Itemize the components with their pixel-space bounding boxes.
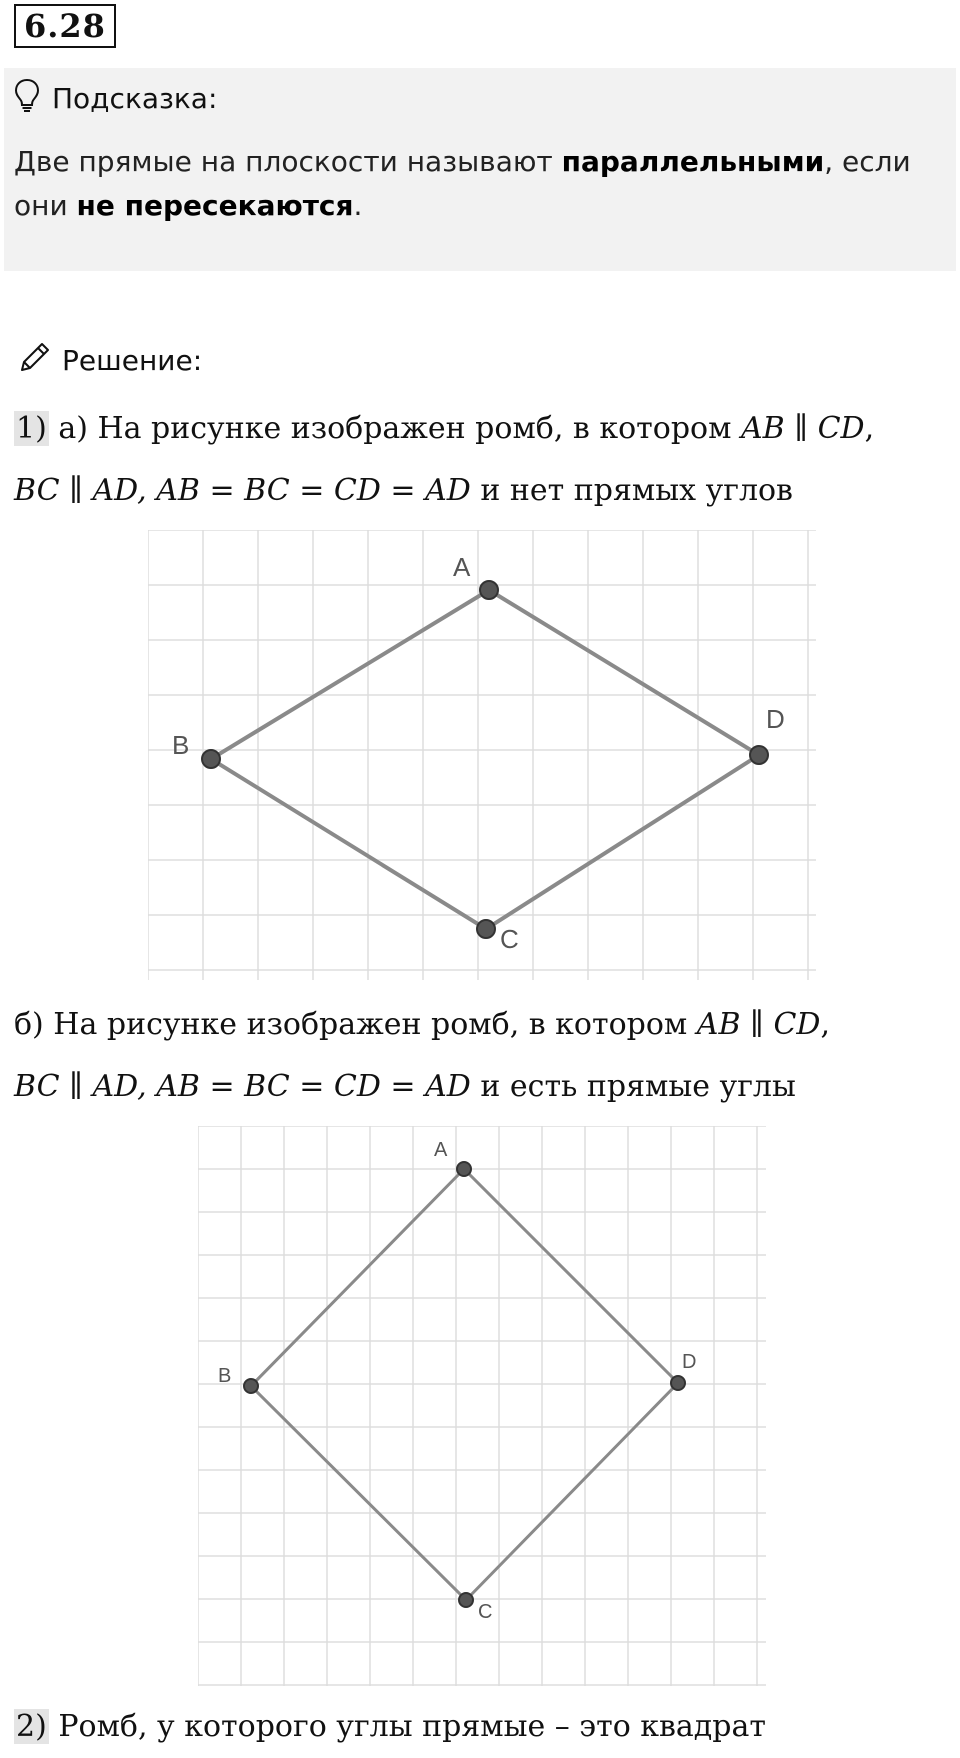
pencil-icon bbox=[18, 340, 62, 381]
hint-title-text: Подсказка: bbox=[52, 81, 218, 115]
label-b: B bbox=[172, 730, 190, 760]
label-c: C bbox=[478, 1601, 493, 1623]
label-a: A bbox=[434, 1139, 448, 1161]
hint-bold-not-intersect: не пересекаются bbox=[76, 189, 354, 222]
label-b: B bbox=[218, 1365, 232, 1387]
label-a: A bbox=[453, 552, 471, 582]
text: , bbox=[864, 411, 875, 446]
rhombus-edges bbox=[211, 590, 759, 929]
task-number: 6.28 bbox=[14, 4, 116, 48]
label-c: C bbox=[500, 924, 519, 954]
hint-bold-parallel: параллельными bbox=[561, 145, 825, 178]
solution-line-2 bbox=[14, 1696, 944, 1758]
solution-line-2a bbox=[14, 460, 944, 522]
solution-line-1a bbox=[14, 398, 944, 460]
solution-title bbox=[18, 340, 202, 380]
hint-text-part: , если они bbox=[14, 145, 911, 222]
hint-text-part: . bbox=[353, 189, 363, 222]
text: а) На рисунке изображен ромб, в котором bbox=[48, 411, 741, 446]
math: BC ∥ AD, AB = BC = CD = AD bbox=[14, 1069, 471, 1104]
hint-title bbox=[14, 78, 217, 118]
text: и есть прямые углы bbox=[470, 1069, 796, 1104]
part2-number: 2) bbox=[16, 1709, 47, 1744]
point-a bbox=[480, 581, 498, 599]
point-a bbox=[457, 1162, 471, 1176]
solution-line-2b bbox=[14, 1056, 944, 1118]
point-c bbox=[459, 1593, 473, 1607]
math: BC ∥ AD, AB = BC = CD = AD bbox=[14, 473, 471, 508]
text: и нет прямых углов bbox=[470, 473, 793, 508]
solution-title-text: Решение: bbox=[62, 343, 203, 377]
point-b bbox=[202, 750, 220, 768]
hint-text bbox=[14, 140, 934, 228]
hint-text-part: Две прямые на плоскости называют bbox=[14, 145, 562, 178]
solution-line-1b bbox=[14, 994, 944, 1056]
point-b bbox=[244, 1379, 258, 1393]
label-d: D bbox=[682, 1351, 697, 1373]
label-d: D bbox=[766, 704, 785, 734]
point-d bbox=[671, 1376, 685, 1390]
part1-number: 1) bbox=[16, 411, 47, 446]
text: , bbox=[820, 1007, 830, 1042]
point-d bbox=[750, 746, 768, 764]
rhombus-figure-1 bbox=[148, 530, 816, 980]
rhombus-figure-2 bbox=[198, 1126, 766, 1686]
text: б) На рисунке изображен ромб, в котором bbox=[14, 1007, 697, 1042]
grid bbox=[148, 530, 816, 980]
point-c bbox=[477, 920, 495, 938]
lightbulb-icon bbox=[14, 78, 52, 119]
math: AB ∥ CD bbox=[740, 411, 865, 446]
text: Ромб, у которого углы прямые – это квадрат bbox=[48, 1709, 766, 1744]
math: AB ∥ CD bbox=[696, 1007, 821, 1042]
